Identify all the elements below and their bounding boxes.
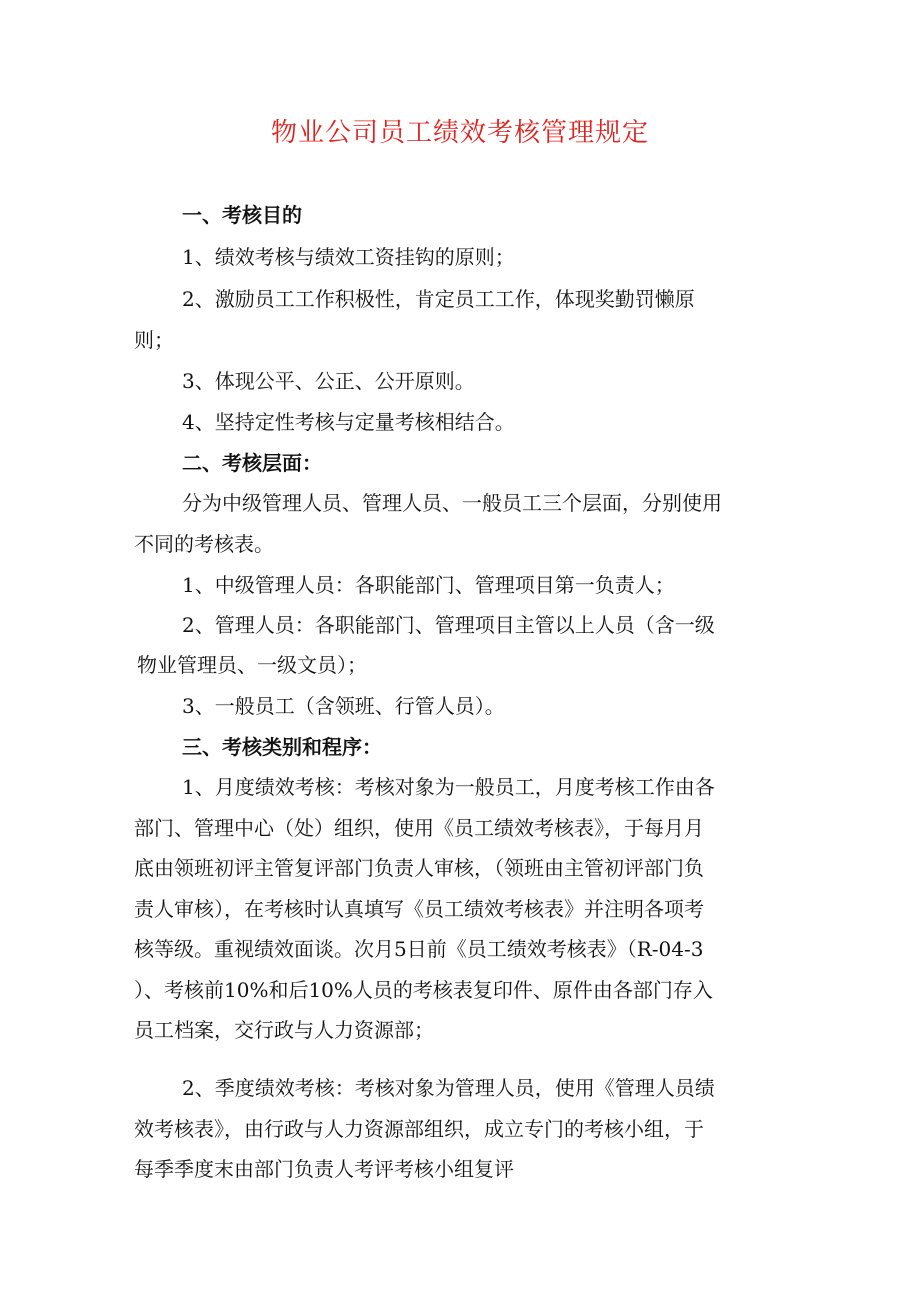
paragraph-line: 核等级。重视绩效面谈。次月5日前《员工绩效考核表》（R-04-3 [134,937,704,961]
paragraph-line: ）、考核前10%和后10%人员的考核表复印件、原件由各部门存入 [134,978,713,1002]
paragraph-line: 1、中级管理人员：各职能部门、管理项目第一负责人； [182,573,675,597]
document-title: 物业公司员工绩效考核管理规定 [270,118,649,148]
paragraph-line: 4、坚持定性考核与定量考核相结合。 [182,410,515,434]
paragraph-line: 2、季度绩效考核：考核对象为管理人员，使用《管理人员绩 [182,1076,715,1100]
paragraph-line: 3、一般员工（含领班、行管人员）。 [182,694,505,718]
paragraph-line: 效考核表》，由行政与人力资源部组织，成立专门的考核小组，于 [134,1117,704,1141]
section-heading-purpose: 一、考核目的 [182,203,302,227]
paragraph-line: 责人审核），在考核时认真填写《员工绩效考核表》并注明各项考 [134,897,704,921]
paragraph-line: 物业管理员、一级文员）； [137,653,367,677]
paragraph-line: 分为中级管理人员、管理人员、一般员工三个层面，分别使用 [182,491,722,515]
paragraph-line: 2、激励员工工作积极性，肯定员工工作，体现奖勤罚懒原 [182,287,695,311]
section-heading-levels: 二、考核层面： [182,451,322,475]
paragraph-line: 员工档案，交行政与人力资源部； [134,1018,434,1042]
section-heading-categories: 三、考核类别和程序： [182,735,382,759]
paragraph-line: 1、绩效考核与绩效工资挂钩的原则； [182,245,515,269]
paragraph-line: 2、管理人员：各职能部门、管理项目主管以上人员（含一级 [182,613,715,637]
paragraph-line: 部门、管理中心（处）组织，使用《员工绩效考核表》，于每月月 [134,816,704,840]
paragraph-line: 不同的考核表。 [134,532,274,556]
paragraph-line: 底由领班初评主管复评部门负责人审核，（领班由主管初评部门负 [134,856,704,880]
paragraph-line: 每季季度末由部门负责人考评考核小组复评 [134,1157,514,1181]
paragraph-line: 则； [134,328,174,352]
paragraph-line: 1、月度绩效考核：考核对象为一般员工，月度考核工作由各 [182,775,715,799]
paragraph-line: 3、体现公平、公正、公开原则。 [182,369,475,393]
